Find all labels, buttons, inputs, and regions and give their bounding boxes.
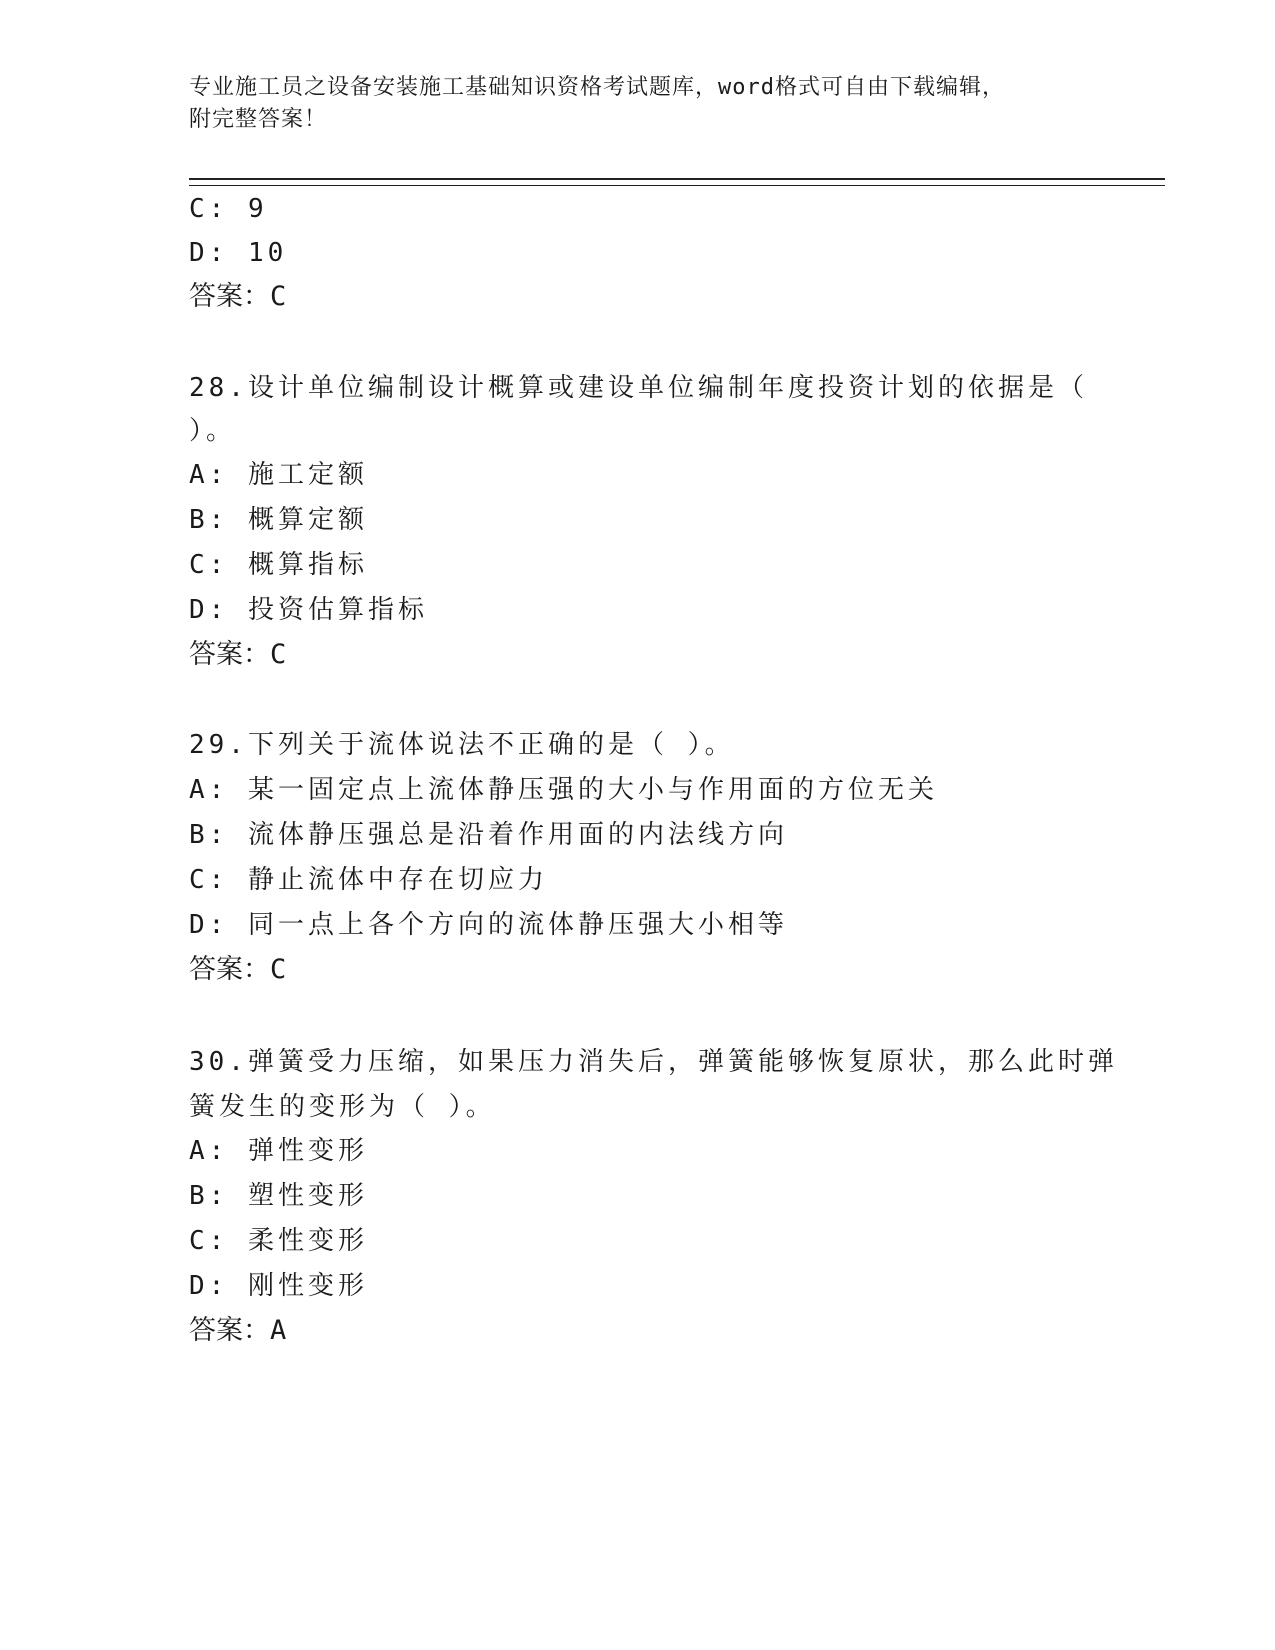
header-divider [189,178,1165,186]
q28-option-a: A: 施工定额 [189,460,368,490]
q28-option-c: C: 概算指标 [189,550,368,580]
q30-option-c: C: 柔性变形 [189,1226,368,1256]
q30-option-a: A: 弹性变形 [189,1136,368,1166]
q29-option-c: C: 静止流体中存在切应力 [189,865,548,895]
q29-option-b: B: 流体静压强总是沿着作用面的内法线方向 [189,820,788,850]
prev-option-d: D: 10 [189,238,288,268]
q28-option-d: D: 投资估算指标 [189,595,428,625]
header-title-line-2: 附完整答案！ [189,107,328,132]
q28-answer: 答案：C [189,639,287,670]
q30-answer: 答案：A [189,1315,287,1346]
prev-option-c: C: 9 [189,194,268,224]
q28-option-b: B: 概算定额 [189,505,368,535]
document-header [189,72,1089,136]
q30-stem-line-1: 30.弹簧受力压缩，如果压力消失后，弹簧能够恢复原状，那么此时弹 [189,1047,1118,1077]
q29-option-a: A: 某一固定点上流体静压强的大小与作用面的方位无关 [189,775,938,805]
q30-option-b: B: 塑性变形 [189,1181,368,1211]
prev-answer: 答案：C [189,281,287,312]
q29-answer: 答案：C [189,954,287,985]
header-title-line-1: 专业施工员之设备安装施工基础知识资格考试题库，word格式可自由下载编辑， [189,75,1005,100]
q28-stem-line-2: ）。 [189,416,237,446]
q30-stem-line-2: 簧发生的变形为（ ）。 [189,1092,496,1122]
q28-stem-line-1: 28.设计单位编制设计概算或建设单位编制年度投资计划的依据是（ [189,373,1088,403]
q29-option-d: D: 同一点上各个方向的流体静压强大小相等 [189,910,788,940]
q30-option-d: D: 刚性变形 [189,1271,368,1301]
q29-stem-line-1: 29.下列关于流体说法不正确的是（ ）。 [189,730,735,760]
